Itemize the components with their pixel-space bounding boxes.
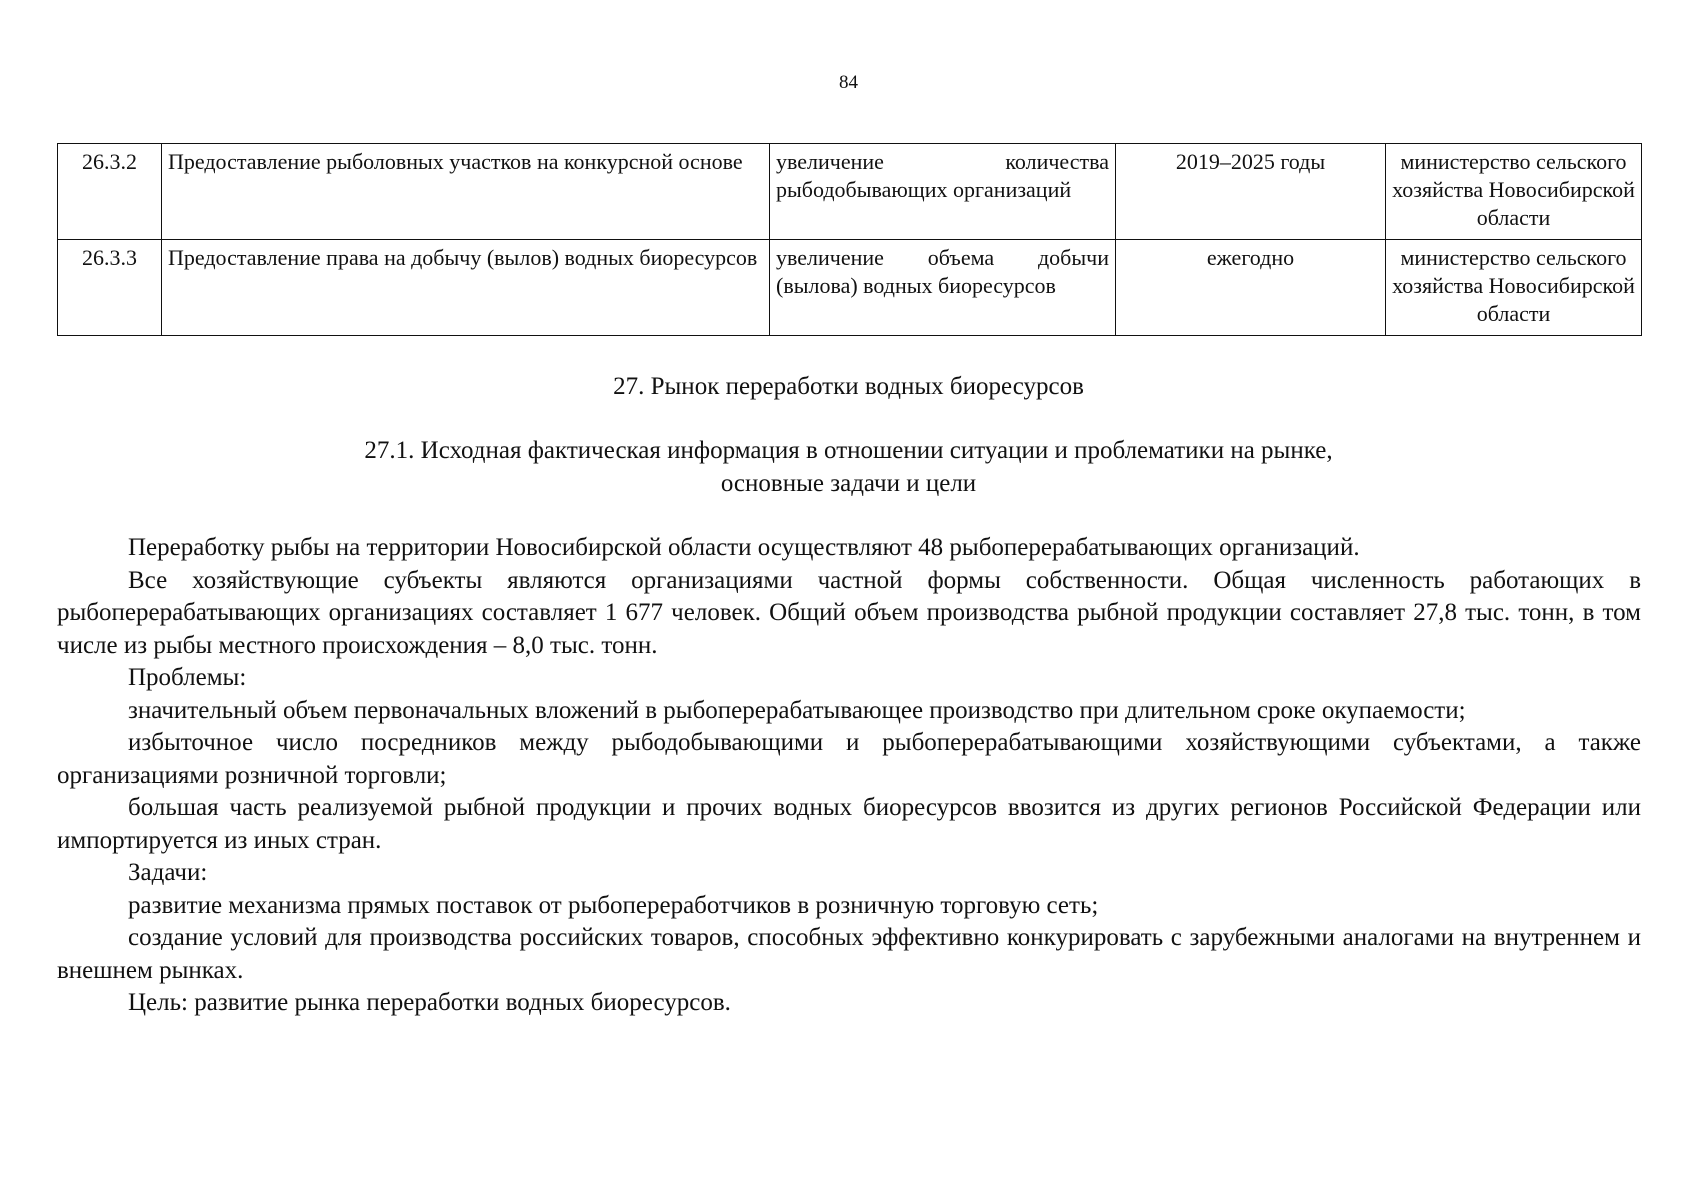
- subsection-title-line-1: 27.1. Исходная фактическая информация в отношении ситуации и проблематики на рынке,: [364, 437, 1333, 464]
- subsection-title-line-2: основные задачи и цели: [720, 470, 977, 497]
- table-row: [58, 240, 1642, 336]
- event-cell: Предоставление права на добычу (вылов) водных биоресурсов: [162, 240, 770, 336]
- term-cell: 2019–2025 годы: [1116, 144, 1386, 240]
- paragraph: создание условий для производства российских товаров, способных эффективно конкурировать с зарубежными аналогами на внутреннем и внешнем рынках.: [57, 924, 1641, 984]
- paragraph: избыточное число посредников между рыбодобывающими и рыбоперерабатывающими хозяйствующими субъектами, а также организациями розничной торговли;: [57, 729, 1641, 789]
- row-number-cell: 26.3.3: [58, 240, 162, 336]
- table-row: [58, 144, 1642, 240]
- paragraph: Все хозяйствующие субъекты являются организациями частной формы собственности. Общая численность работающих в рыбоперерабатывающих организациях составляет 1 677 человек. Общий объем производства рыбной продукции составляет 27,8 тыс. тонн, в том числе из рыбы местного происхождения – 8,0 тыс. тонн.: [57, 566, 1641, 659]
- result-cell: увеличение количества рыбодобывающих организаций: [770, 144, 1116, 240]
- term-cell: ежегодно: [1116, 240, 1386, 336]
- result-cell: увеличение объема добычи (вылова) водных биоресурсов: [770, 240, 1116, 336]
- body-text: [57, 532, 1641, 1020]
- row-number-cell: 26.3.2: [58, 144, 162, 240]
- paragraph: Проблемы:: [128, 664, 247, 691]
- executor-cell: министерство сельского хозяйства Новосибирской области: [1386, 144, 1642, 240]
- section-title: 27. Рынок переработки водных биоресурсов: [613, 373, 1084, 400]
- event-cell: Предоставление рыболовных участков на конкурсной основе: [162, 144, 770, 240]
- paragraph: Цель: развитие рынка переработки водных биоресурсов.: [128, 989, 731, 1016]
- page-number: 84: [839, 72, 858, 93]
- subsection-title: [0, 434, 1697, 500]
- paragraph: Переработку рыбы на территории Новосибирской области осуществляют 48 рыбоперерабатывающих организаций.: [128, 534, 1360, 561]
- executor-cell: министерство сельского хозяйства Новосибирской области: [1386, 240, 1642, 336]
- measures-table: [57, 143, 1642, 336]
- paragraph: развитие механизма прямых поставок от рыбопереработчиков в розничную торговую сеть;: [128, 891, 1099, 919]
- paragraph: значительный объем первоначальных вложений в рыбоперерабатывающее производство при длительном сроке окупаемости;: [128, 696, 1466, 724]
- paragraph: большая часть реализуемой рыбной продукции и прочих водных биоресурсов ввозится из других регионов Российской Федерации или импортируется из иных стран.: [57, 794, 1641, 854]
- paragraph: Задачи:: [128, 859, 208, 886]
